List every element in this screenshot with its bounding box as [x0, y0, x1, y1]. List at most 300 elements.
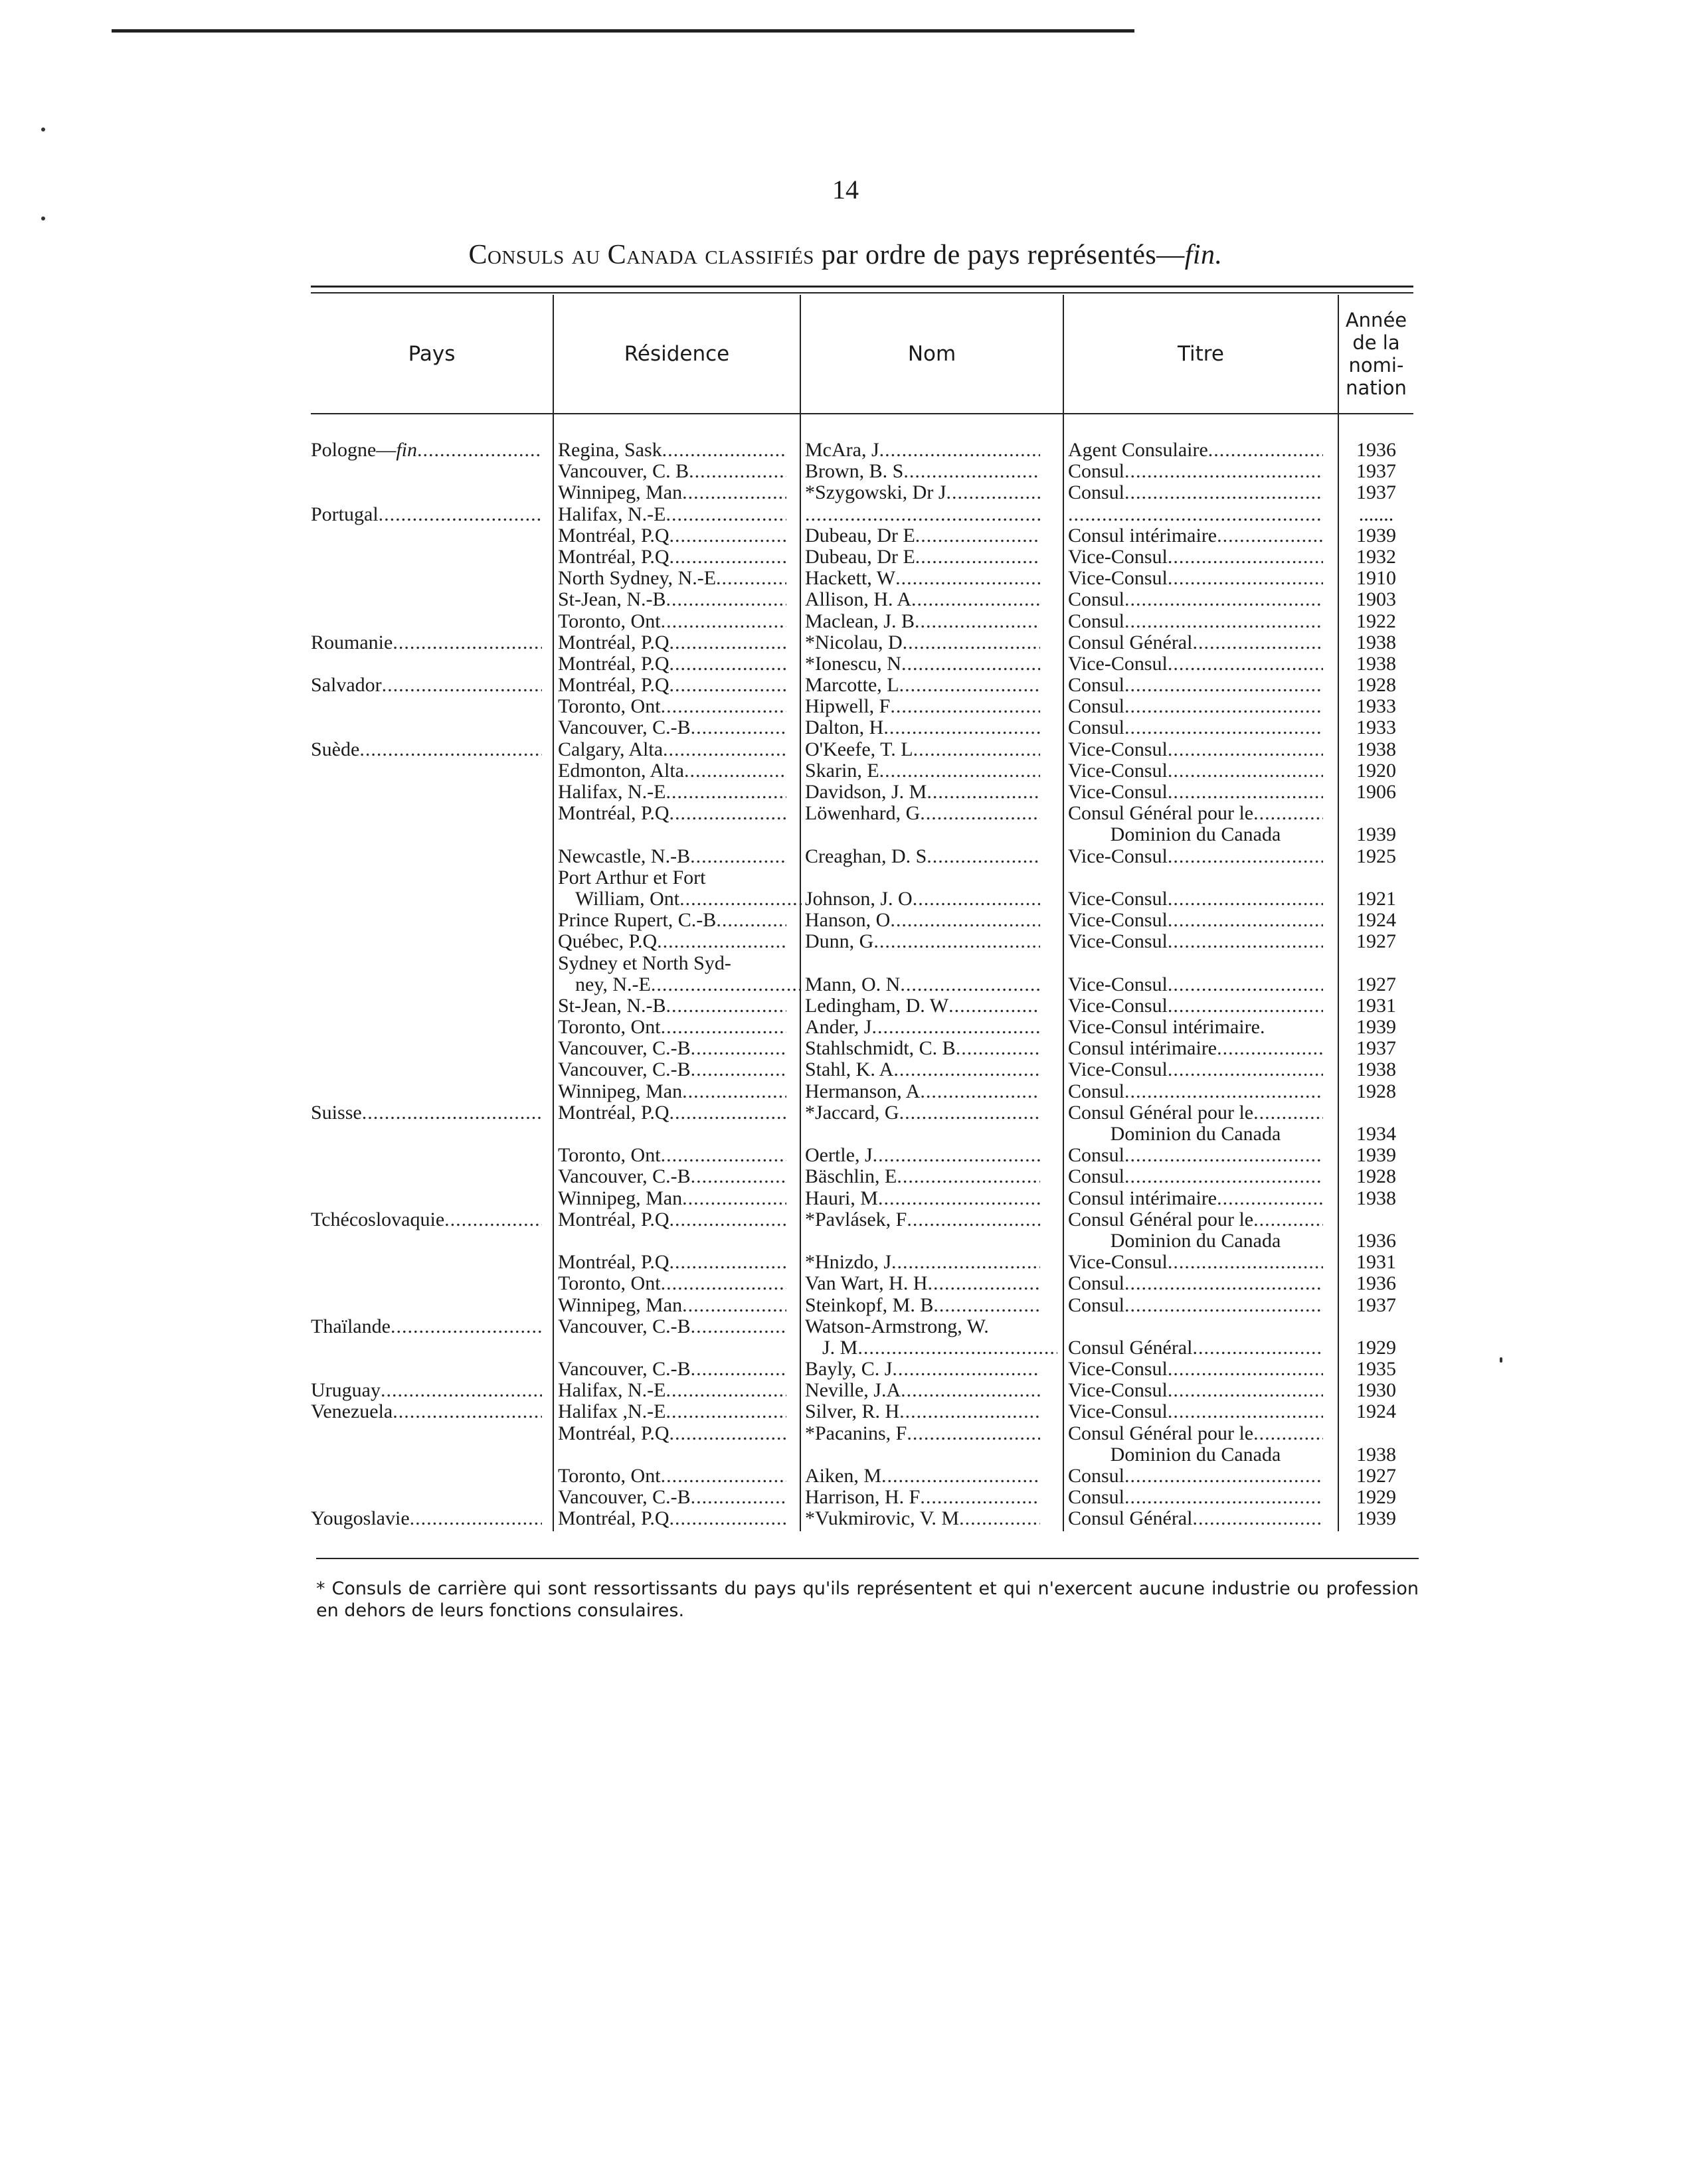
cell-pays	[311, 739, 542, 760]
cell-res	[558, 653, 786, 675]
res-text: Québec, P.Q	[558, 931, 658, 953]
annee-text: 1939	[1356, 824, 1396, 846]
consuls-table	[311, 286, 1413, 1567]
cell-nom	[805, 1145, 1040, 1166]
header-annee-line: de la	[1352, 331, 1400, 354]
leader-dots	[669, 1102, 787, 1124]
titre-text: Agent Consulaire	[1068, 440, 1208, 461]
leader-dots	[891, 1252, 1040, 1273]
res-text: Toronto, Ont	[558, 1273, 661, 1295]
cell-nom	[805, 568, 1040, 589]
res-text: Halifax ,N.-E	[558, 1401, 666, 1423]
leader-dots	[669, 632, 787, 653]
table-top-rule-2	[311, 292, 1413, 294]
cell-titre-empty	[1068, 504, 1323, 525]
leader-dots	[895, 568, 1040, 589]
cell-res	[558, 1273, 786, 1294]
annee-text: 1924	[1356, 910, 1396, 932]
cell-titre	[1068, 1059, 1323, 1080]
cell-res	[558, 1380, 786, 1401]
leader-dots	[915, 525, 1040, 546]
cell-annee	[1343, 1466, 1409, 1487]
cell-annee	[1343, 1038, 1409, 1059]
table-row	[311, 1017, 1413, 1038]
leader-dots	[669, 1423, 787, 1444]
annee-text: 1925	[1356, 845, 1396, 867]
table-row	[311, 461, 1413, 482]
cell-annee	[1343, 525, 1409, 546]
titre-text: Vice-Consul	[1068, 1059, 1168, 1081]
leader-dots	[669, 1252, 787, 1273]
leader-dots	[897, 1166, 1040, 1187]
leader-dots	[691, 717, 786, 738]
leader-dots	[663, 739, 786, 760]
cell-res	[558, 696, 786, 717]
table-row	[311, 995, 1413, 1017]
annee-text: 1934	[1356, 1124, 1396, 1145]
leader-dots	[716, 568, 786, 589]
res-text: Montréal, P.Q	[558, 803, 669, 825]
nom-text: Bayly, C. J	[805, 1359, 893, 1381]
pays-text: Salvador	[311, 675, 382, 697]
res-text: St-Jean, N.-B	[558, 995, 666, 1017]
cell-nom	[805, 611, 1040, 632]
cell-annee	[1343, 1188, 1409, 1209]
leader-dots	[1124, 1466, 1323, 1487]
nom-text: Marcotte, L	[805, 675, 899, 697]
annee-text: 1933	[1356, 696, 1396, 718]
annee-text: 1938	[1356, 653, 1396, 675]
leader-dots	[381, 1380, 542, 1401]
cell-nom	[805, 717, 1040, 738]
leader-dots	[1124, 675, 1323, 696]
cell-annee	[1343, 760, 1409, 782]
cell-nom	[805, 1316, 1040, 1337]
table-row	[311, 739, 1413, 760]
leader-dots	[959, 1508, 1040, 1529]
res-text: Montréal, P.Q	[558, 653, 669, 675]
cell-annee	[1343, 717, 1409, 738]
cell-res	[558, 803, 786, 824]
nom-text: Watson-Armstrong, W.	[805, 1315, 989, 1337]
res-text: Halifax, N.-E	[558, 1380, 666, 1402]
cell-titre	[1068, 1230, 1323, 1252]
annee-text: 1938	[1356, 738, 1396, 760]
titre-text: Dominion du Canada	[1110, 1444, 1281, 1466]
title-smallcaps-1: Consuls au	[468, 240, 600, 270]
leader-dots	[651, 974, 804, 995]
cell-annee	[1343, 482, 1409, 503]
cell-res	[558, 974, 804, 995]
nom-text: *Ionescu, N	[805, 653, 901, 675]
cell-titre	[1068, 1508, 1323, 1529]
cell-annee	[1343, 974, 1409, 995]
leader-dots	[382, 675, 542, 696]
annee-text: 1927	[1356, 931, 1396, 953]
pays-text: Roumanie	[311, 631, 393, 653]
cell-nom	[805, 1359, 1040, 1380]
annee-text: 1927	[1356, 1466, 1396, 1487]
cell-res	[558, 1401, 786, 1422]
cell-titre	[1068, 803, 1323, 824]
cell-res	[558, 504, 786, 525]
cell-res	[558, 888, 804, 910]
cell-nom	[805, 1487, 1040, 1508]
leader-dots	[911, 589, 1040, 610]
leader-dots	[893, 1059, 1040, 1080]
titre-text: Vice-Consul	[1068, 931, 1168, 953]
leader-dots	[1124, 1166, 1323, 1187]
cell-nom	[805, 1038, 1040, 1059]
leader-dots	[657, 931, 786, 952]
pays-text: Venezuela	[311, 1401, 393, 1423]
nom-text: Skarin, E	[805, 760, 879, 782]
leader-dots	[1124, 1145, 1323, 1166]
leader-dots	[927, 846, 1040, 867]
annee-text: 1939	[1356, 525, 1396, 546]
leader-dots	[684, 760, 786, 782]
leader-dots	[666, 1380, 786, 1401]
cell-annee	[1343, 1166, 1409, 1187]
nom-text: Aiken, M	[805, 1466, 881, 1487]
annee-text: 1939	[1356, 1017, 1396, 1039]
res-text: Toronto, Ont	[558, 696, 661, 718]
leader-dots	[417, 440, 542, 461]
table-row	[311, 974, 1413, 995]
table-row	[311, 696, 1413, 717]
pays-text: Suisse	[311, 1102, 362, 1124]
table-row	[311, 546, 1413, 568]
nom-text: Stahl, K. A	[805, 1059, 894, 1081]
cell-res	[558, 1508, 786, 1529]
leader-dots	[907, 1209, 1040, 1230]
annee-text: 1906	[1356, 782, 1396, 803]
cell-res	[558, 739, 786, 760]
res-text: Montréal, P.Q	[558, 1252, 669, 1274]
res-text: Vancouver, C.-B	[558, 717, 691, 739]
cell-titre	[1068, 974, 1323, 995]
cell-nom	[805, 440, 1040, 461]
cell-res	[558, 1423, 786, 1444]
leader-dots	[913, 739, 1040, 760]
titre-text: Consul Général pour le	[1068, 1422, 1254, 1444]
pays-text: Thaïlande	[311, 1315, 391, 1337]
titre-text: Consul	[1068, 1166, 1125, 1188]
cell-res	[558, 1466, 786, 1487]
res-text: Vancouver, C.-B	[558, 1359, 691, 1381]
cell-res	[558, 931, 786, 952]
res-text: Edmonton, Alta	[558, 760, 684, 782]
res-text: Montréal, P.Q	[558, 546, 669, 568]
cell-res	[558, 1252, 786, 1273]
cell-nom	[805, 1295, 1040, 1316]
leader-dots	[1168, 846, 1323, 867]
pays-text: Uruguay	[311, 1380, 381, 1402]
annee-text: 1936	[1356, 1230, 1396, 1252]
leader-dots	[691, 1059, 786, 1080]
cell-res	[558, 846, 786, 867]
nom-text: *Szygowski, Dr J	[805, 482, 946, 504]
nom-text: Ander, J	[805, 1017, 872, 1039]
table-row	[311, 824, 1413, 845]
table-row	[311, 504, 1413, 525]
res-text: Montréal, P.Q	[558, 675, 669, 697]
annee-text: 1937	[1356, 1038, 1396, 1060]
leader-dots	[689, 461, 786, 482]
leader-dots	[662, 440, 786, 461]
cell-res	[558, 953, 786, 974]
leader-dots	[1192, 1337, 1323, 1359]
cell-titre	[1068, 1337, 1323, 1359]
cell-pays	[311, 1401, 542, 1422]
leader-dots	[903, 632, 1040, 653]
leader-dots	[956, 1038, 1040, 1059]
table-row	[311, 1102, 1413, 1124]
cell-nom	[805, 803, 1040, 824]
cell-titre	[1068, 888, 1323, 910]
nom-text: *Nicolau, D	[805, 631, 903, 653]
cell-titre	[1068, 1081, 1323, 1102]
leader-dots	[661, 1145, 786, 1166]
leader-dots	[927, 782, 1040, 803]
titre-text: Vice-Consul	[1068, 1252, 1168, 1274]
cell-annee	[1343, 910, 1409, 931]
cell-res	[558, 1081, 786, 1102]
cell-titre	[1068, 782, 1323, 803]
titre-text: Vice-Consul	[1068, 568, 1168, 590]
cell-annee	[1343, 846, 1409, 867]
nom-text: Hermanson, A	[805, 1080, 921, 1102]
cell-annee	[1343, 888, 1409, 910]
cell-titre	[1068, 1017, 1323, 1038]
leader-dots	[920, 1081, 1040, 1102]
table-row	[311, 1038, 1413, 1059]
res-text: ney, N.-E	[575, 973, 651, 995]
leader-dots	[1168, 653, 1323, 675]
leader-dots	[691, 1316, 786, 1337]
leader-dots	[1192, 1508, 1323, 1529]
nom-text: Silver, R. H	[805, 1401, 900, 1423]
nom-text: *Pavlásek, F	[805, 1209, 907, 1230]
leader-dots	[669, 546, 787, 568]
titre-text: Vice-Consul	[1068, 782, 1168, 803]
nom-text: Allison, H. A	[805, 589, 912, 611]
cell-res	[558, 482, 786, 503]
leader-dots	[933, 1295, 1040, 1316]
leader-dots	[878, 1188, 1040, 1209]
annee-text: 1921	[1356, 888, 1396, 910]
cell-nom	[805, 974, 1040, 995]
titre-text: Vice-Consul	[1068, 995, 1168, 1017]
cell-res	[558, 1295, 786, 1316]
leader-dots	[899, 675, 1040, 696]
annee-text: 1936	[1356, 1273, 1396, 1295]
cell-nom	[805, 525, 1040, 546]
table-row	[311, 953, 1413, 974]
leader-dots	[948, 995, 1040, 1017]
top-rule	[112, 29, 1134, 33]
titre-text: Consul intérimaire	[1068, 1187, 1217, 1209]
cell-nom	[805, 632, 1040, 653]
leader-dots	[1168, 888, 1323, 910]
table-row	[311, 525, 1413, 546]
header-nom: Nom	[907, 341, 956, 366]
cell-titre	[1068, 1209, 1323, 1230]
res-text: Vancouver, C.-B	[558, 1487, 691, 1509]
cell-annee	[1343, 995, 1409, 1017]
cell-nom	[805, 461, 1040, 482]
leader-dots	[873, 1145, 1040, 1166]
nom-text: Oertle, J	[805, 1145, 873, 1167]
leader-dots	[682, 482, 786, 503]
titre-text: Vice-Consul	[1068, 1380, 1168, 1402]
nom-text: Johnson, J. O	[805, 888, 913, 910]
cell-annee	[1343, 1059, 1409, 1080]
cell-titre	[1068, 1487, 1323, 1508]
titre-text: Vice-Consul	[1068, 845, 1168, 867]
cell-pays	[311, 1102, 542, 1124]
titre-text: Consul	[1068, 610, 1125, 632]
res-text: Winnipeg, Man	[558, 1187, 683, 1209]
leader-dots	[1124, 717, 1323, 738]
leader-dots	[1168, 995, 1323, 1017]
nom-text: Harrison, H. F	[805, 1487, 921, 1509]
annee-text: 1929	[1356, 1487, 1396, 1509]
leader-dots	[669, 1209, 787, 1230]
leader-dots	[1253, 1102, 1323, 1124]
res-text: North Sydney, N.-E	[558, 568, 717, 590]
cell-pays	[311, 1316, 542, 1337]
titre-text: Dominion du Canada	[1110, 1230, 1281, 1252]
res-text: Winnipeg, Man	[558, 1294, 683, 1316]
cell-res	[558, 1188, 786, 1209]
cell-res	[558, 1487, 786, 1508]
leader-dots	[871, 1017, 1040, 1038]
leader-dots	[691, 1359, 786, 1380]
cell-titre	[1068, 910, 1323, 931]
table-row	[311, 1059, 1413, 1080]
leader-dots	[1168, 910, 1323, 931]
leader-dots	[883, 717, 1040, 738]
cell-annee	[1343, 1487, 1409, 1508]
cell-nom	[805, 888, 1040, 910]
nom-text: Creaghan, D. S	[805, 845, 927, 867]
cell-nom	[805, 1401, 1040, 1422]
cell-nom	[805, 546, 1040, 568]
titre-text: Vice-Consul intérimaire.	[1068, 1017, 1265, 1039]
titre-text: Consul	[1068, 1080, 1125, 1102]
cell-titre	[1068, 611, 1323, 632]
cell-titre	[1068, 1252, 1323, 1273]
res-text: Montréal, P.Q	[558, 1209, 669, 1230]
res-text: Vancouver, C.-B	[558, 1059, 691, 1081]
cell-annee	[1343, 1273, 1409, 1294]
cell-annee	[1343, 1380, 1409, 1401]
cell-titre	[1068, 440, 1323, 461]
leader-dots	[716, 910, 786, 931]
leader-dots	[682, 1295, 786, 1316]
table-row	[311, 1145, 1413, 1166]
res-text: Winnipeg, Man	[558, 1080, 683, 1102]
leader-dots	[362, 1102, 542, 1124]
cell-nom	[805, 1466, 1040, 1487]
res-text: Montréal, P.Q	[558, 525, 669, 546]
annee-text: 1937	[1356, 461, 1396, 483]
titre-text: Consul	[1068, 696, 1125, 718]
cell-res	[558, 717, 786, 738]
page-title	[0, 239, 1691, 271]
titre-text: Consul	[1068, 675, 1125, 697]
leader-dots	[1168, 782, 1323, 803]
annee-text: 1938	[1356, 1187, 1396, 1209]
table-row	[311, 1444, 1413, 1466]
leader-dots	[1168, 1401, 1323, 1422]
cell-res	[558, 995, 786, 1017]
table-row	[311, 1188, 1413, 1209]
scan-speck	[41, 127, 45, 131]
cell-titre	[1068, 1188, 1323, 1209]
table-row	[311, 589, 1413, 610]
cell-pays	[311, 1380, 542, 1401]
cell-annee	[1343, 1444, 1409, 1466]
leader-dots	[666, 995, 786, 1017]
nom-text: Dubeau, Dr E	[805, 546, 915, 568]
header-annee-line: nomi-	[1348, 354, 1404, 377]
leader-dots	[661, 696, 786, 717]
table-row	[311, 611, 1413, 632]
titre-text: Consul	[1068, 1145, 1125, 1167]
leader-dots	[1253, 803, 1323, 824]
cell-annee	[1343, 504, 1409, 525]
leader-dots	[669, 1508, 787, 1529]
annee-text: 1938	[1356, 631, 1396, 653]
leader-dots	[1168, 739, 1323, 760]
table-row	[311, 1230, 1413, 1252]
leader-dots	[391, 1316, 542, 1337]
leader-dots	[1124, 482, 1323, 503]
cell-pays	[311, 1209, 542, 1230]
leader-dots	[666, 504, 786, 525]
annee-text: 1920	[1356, 760, 1396, 782]
cell-res	[558, 1166, 786, 1187]
cell-titre	[1068, 546, 1323, 568]
annee-text: 1928	[1356, 675, 1396, 697]
leader-dots	[669, 653, 787, 675]
leader-dots	[682, 1081, 786, 1102]
titre-text: Consul	[1068, 1294, 1125, 1316]
cell-titre	[1068, 675, 1323, 696]
titre-text: Consul Général	[1068, 631, 1193, 653]
table-body	[311, 440, 1413, 1530]
nom-text: Bäschlin, E	[805, 1166, 897, 1188]
nom-text: O'Keefe, T. L	[805, 738, 913, 760]
cell-annee	[1343, 568, 1409, 589]
annee-text: 1924	[1356, 1401, 1396, 1423]
table-row	[311, 675, 1413, 696]
leader-dots	[1124, 696, 1323, 717]
annee-text: 1938	[1356, 1444, 1396, 1466]
res-text: Montréal, P.Q	[558, 1102, 669, 1124]
leader-dots	[1168, 1380, 1323, 1401]
res-text: Montréal, P.Q	[558, 1508, 669, 1530]
cell-annee	[1343, 1337, 1409, 1359]
titre-text: Consul Général	[1068, 1508, 1193, 1530]
leader-dots	[669, 525, 787, 546]
nom-text: Hanson, O	[805, 910, 891, 932]
leader-dots	[666, 1401, 786, 1422]
nom-text: Davidson, J. M	[805, 782, 927, 803]
cell-nom	[805, 1508, 1040, 1529]
